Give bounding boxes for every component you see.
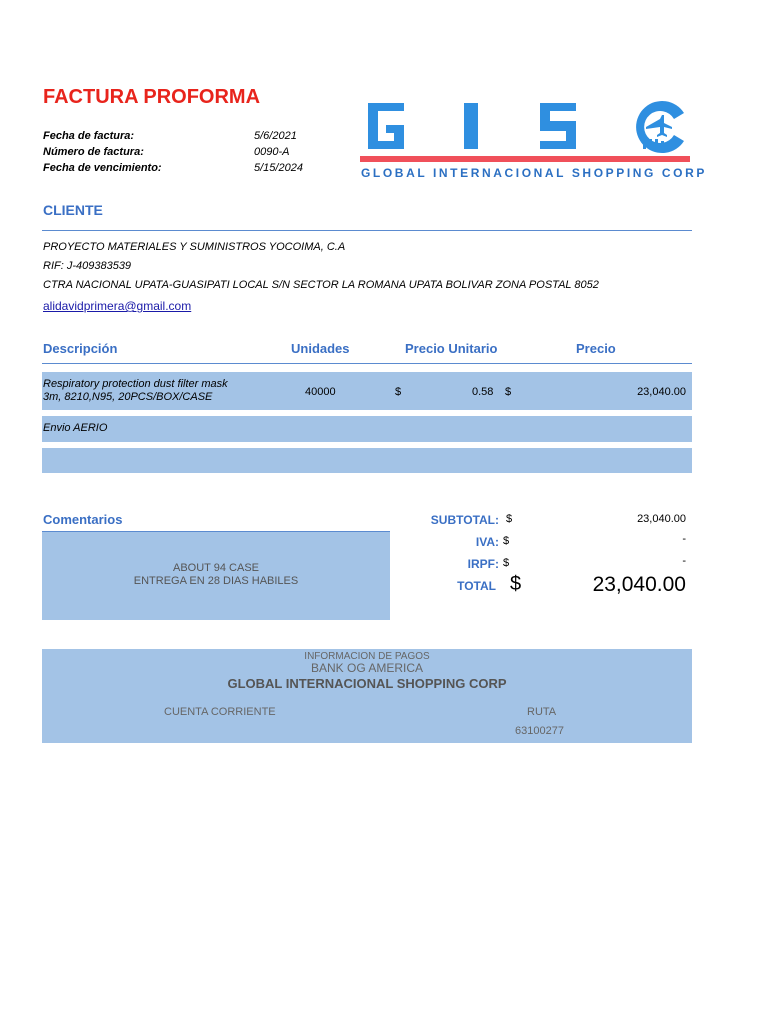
col-header-units: Unidades [291, 341, 350, 356]
item-description: Envio AERIO [43, 422, 108, 434]
invoice-date-label: Fecha de factura: [43, 130, 135, 142]
table-row [42, 372, 692, 410]
invoice-number-value: 0090-A [254, 146, 290, 158]
comment-line: ENTREGA EN 28 DIAS HABILES [133, 575, 299, 587]
client-rif: RIF: J-409383539 [43, 260, 132, 272]
table-row [42, 416, 692, 442]
invoice-number-label: Número de factura: [43, 146, 144, 158]
client-email-link[interactable]: alidavidprimera@gmail.com [43, 299, 192, 313]
subtotal-label: SUBTOTAL: [430, 513, 499, 527]
irpf-label: IRPF: [467, 557, 499, 571]
client-name: PROYECTO MATERIALES Y SUMINISTROS YOCOIMA, C.A [43, 241, 346, 253]
payment-info-box [42, 649, 692, 743]
item-units: 40000 [305, 386, 336, 398]
payment-heading: INFORMACION DE PAGOS [304, 651, 430, 662]
col-header-description: Descripción [43, 341, 118, 356]
client-address: CTRA NACIONAL UPATA-GUASIPATI LOCAL S/N SECTOR LA ROMANA UPATA BOLIVAR ZONA POSTAL 8052 [43, 279, 599, 291]
item-price-currency: $ [505, 386, 512, 398]
payment-bank: BANK OG AMERICA [310, 661, 424, 675]
item-unit-price: 0.58 [472, 386, 494, 398]
logo-company-name: GLOBAL INTERNACIONAL SHOPPING CORP [361, 166, 707, 180]
company-logo [360, 93, 707, 185]
col-header-price: Precio [576, 341, 616, 356]
iva-currency: $ [503, 535, 510, 547]
client-heading: CLIENTE [43, 202, 103, 218]
subtotal-currency: $ [506, 513, 513, 525]
subtotal-value: 23,040.00 [637, 513, 686, 525]
irpf-currency: $ [503, 557, 510, 569]
item-description: Respiratory protection dust filter mask 3m, 8210,N95, 20PCS/BOX/CASE [43, 378, 228, 403]
payment-company: GLOBAL INTERNACIONAL SHOPPING CORP [227, 676, 507, 691]
irpf-value: - [682, 555, 686, 567]
item-unit-price-currency: $ [395, 386, 402, 398]
iva-value: - [682, 533, 686, 545]
route-label: RUTA [527, 706, 557, 718]
total-currency: $ [510, 573, 522, 595]
total-label: TOTAL [457, 579, 496, 593]
col-header-unit-price: Precio Unitario [405, 341, 498, 356]
total-value: 23,040.00 [592, 573, 686, 596]
comments-heading: Comentarios [43, 512, 123, 527]
table-header-divider [42, 363, 692, 364]
table-row-empty [42, 448, 692, 473]
account-label: CUENTA CORRIENTE [164, 706, 276, 718]
due-date-value: 5/15/2024 [254, 162, 303, 174]
route-number: 63100277 [515, 725, 564, 737]
client-divider [42, 230, 692, 231]
invoice-title: FACTURA PROFORMA [43, 86, 261, 108]
due-date-label: Fecha de vencimiento: [43, 162, 162, 174]
comment-line: ABOUT 94 CASE [173, 562, 259, 574]
comments-box [42, 532, 390, 620]
item-price: 23,040.00 [637, 386, 686, 398]
invoice-date-value: 5/6/2021 [254, 130, 297, 142]
iva-label: IVA: [475, 535, 499, 549]
